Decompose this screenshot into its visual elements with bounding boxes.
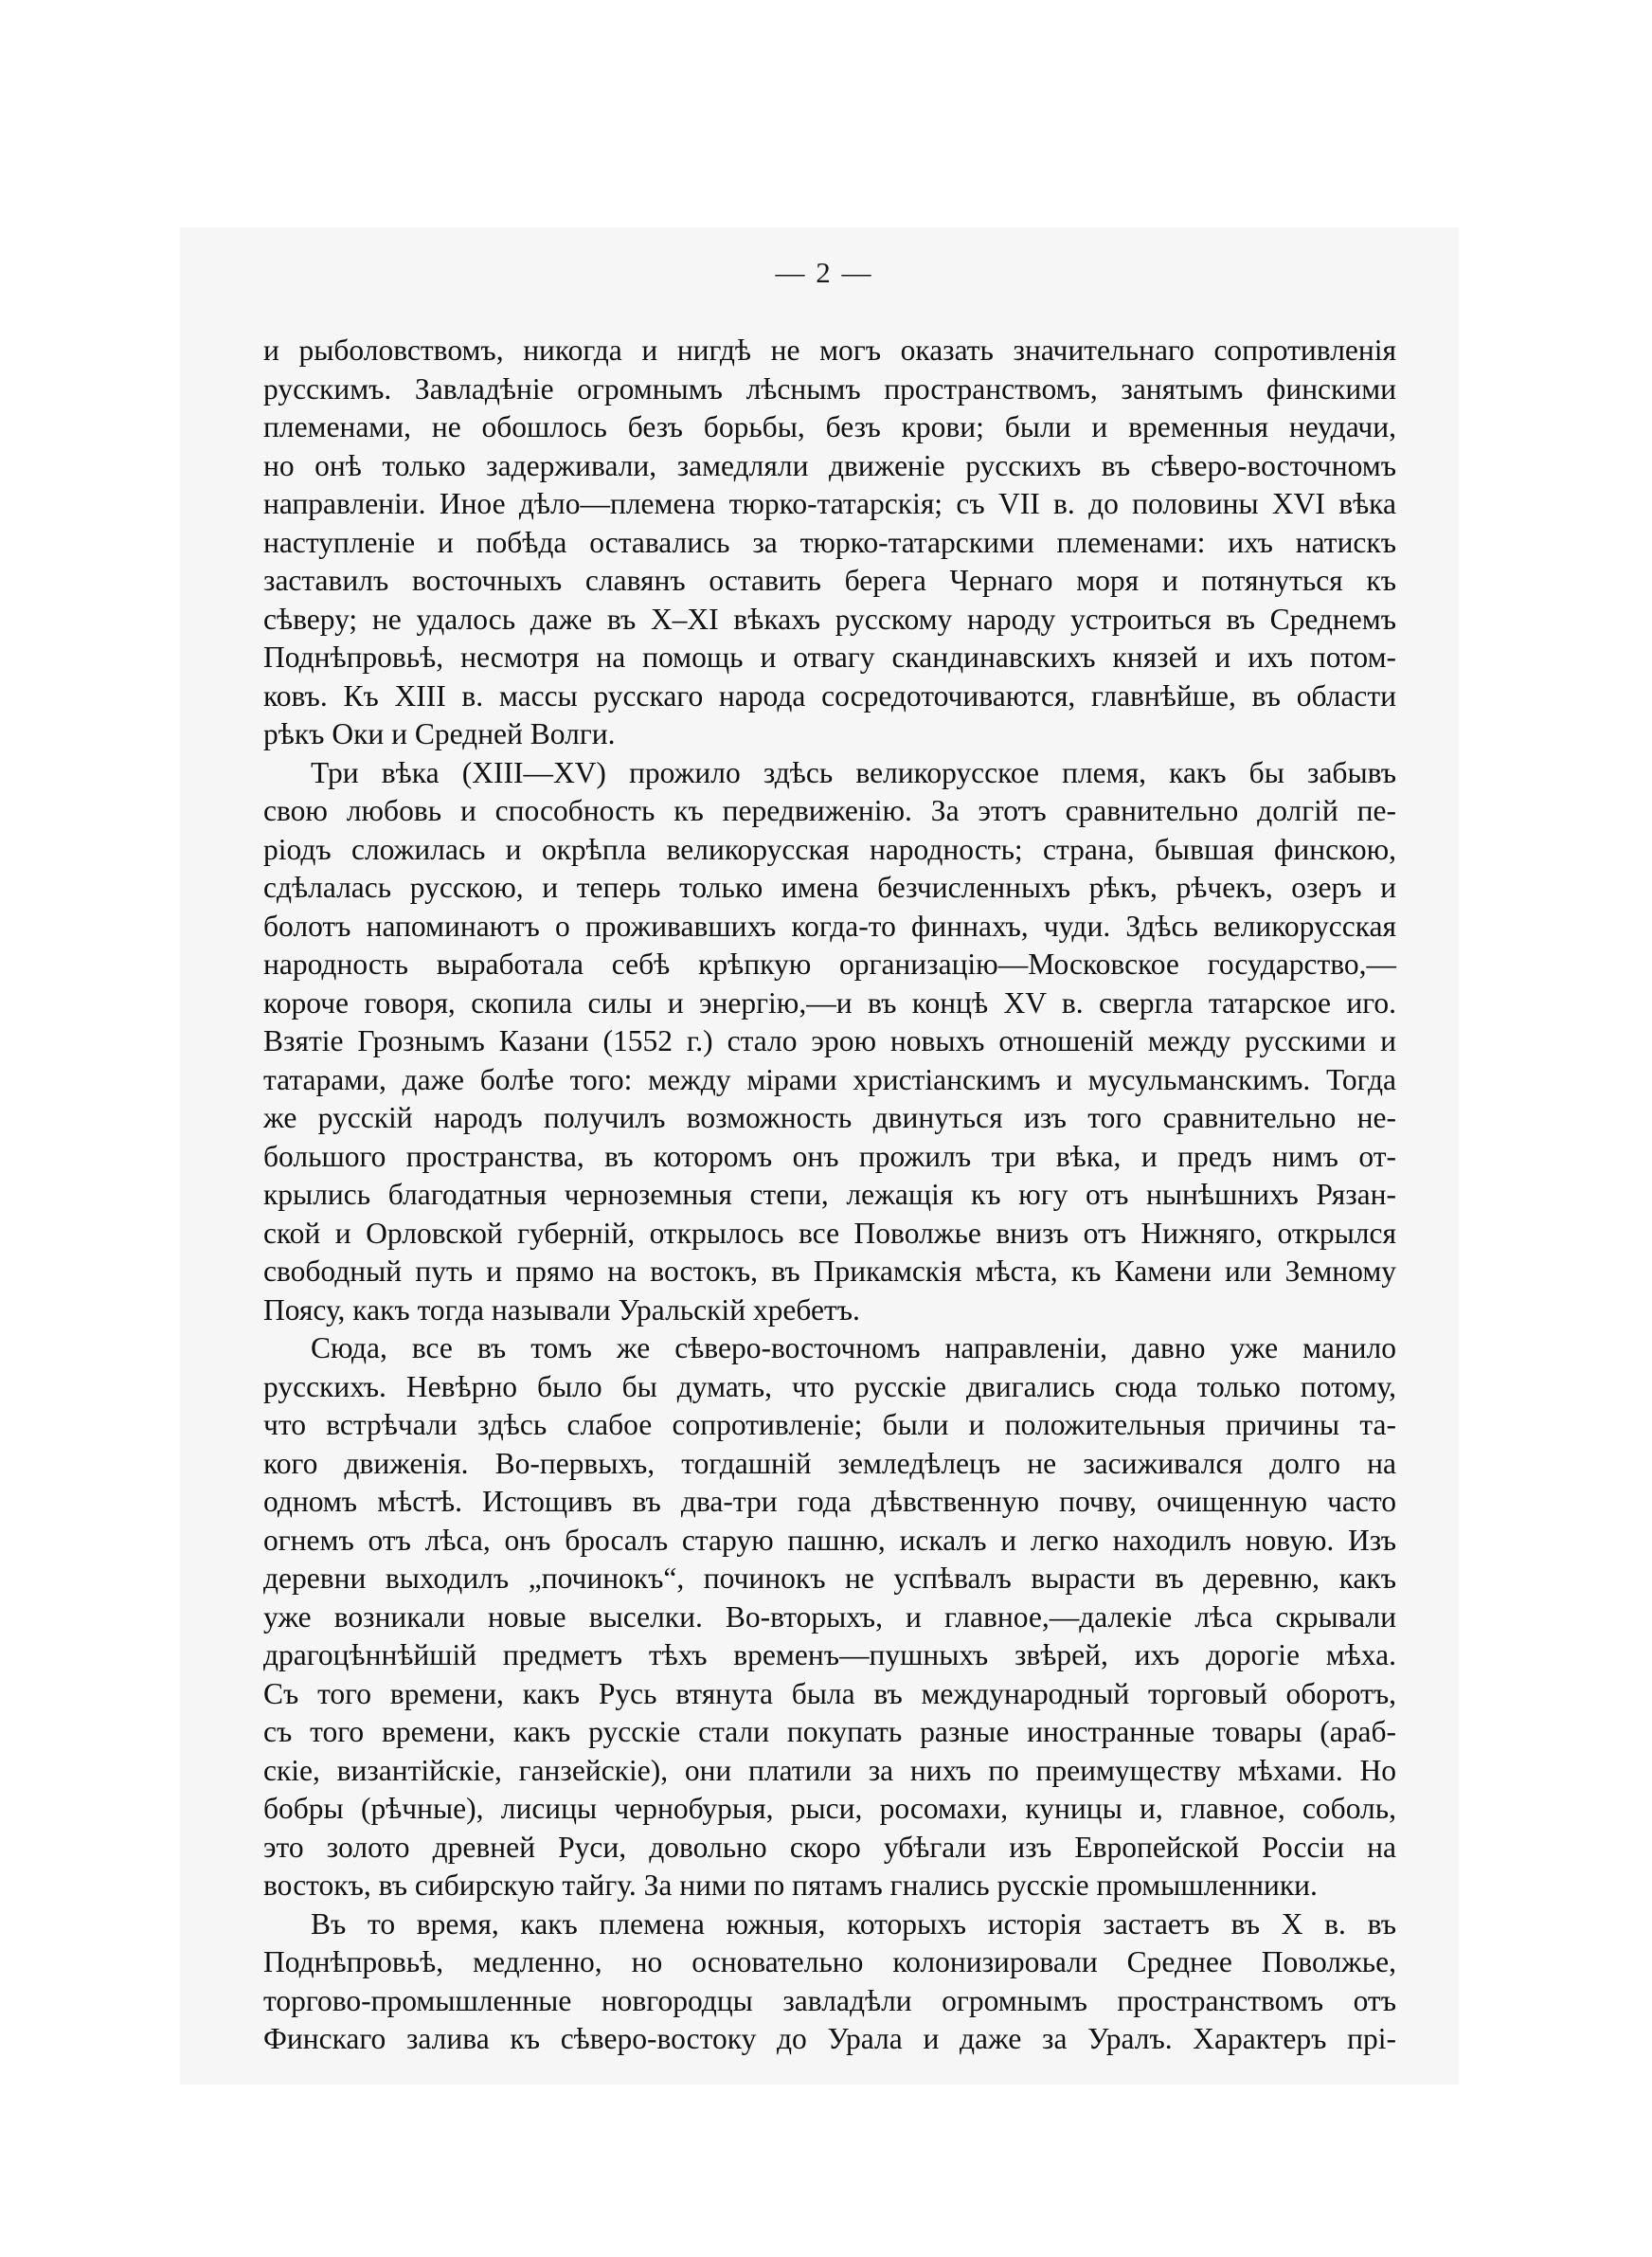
text-line: русскихъ. Невѣрно было бы думать, что русскіе двигались сюда только потому, <box>263 1369 1396 1403</box>
paragraph-1 <box>263 332 1396 754</box>
text-line: торгово-промышленные новгородцы завладѣли огромнымъ пространствомъ отъ <box>263 1983 1396 2017</box>
text-line: татарами, даже болѣе того: между мірами христіанскимъ и мусульманскимъ. Тогда <box>263 1062 1396 1096</box>
text-line: сѣверу; не удалось даже въ X–XI вѣкахъ русскому народу устроиться въ Среднемъ <box>263 602 1396 636</box>
text-line: съ того времени, какъ русскіе стали покупать разные иностранные товары (араб- <box>263 1715 1396 1748</box>
text-line: драгоцѣннѣйшій предметъ тѣхъ временъ—пушныхъ звѣрей, ихъ дорогіе мѣха. <box>263 1638 1396 1671</box>
text-line: и рыболовствомъ, никогда и нигдѣ не могъ оказать значительнаго сопротивленія <box>263 334 1396 367</box>
text-line: кого движенія. Во-первыхъ, тогдашній земледѣлецъ не засиживался долго на <box>263 1446 1396 1480</box>
text-line: Поясу, какъ тогда называли Уральскій хребетъ. <box>263 1292 860 1327</box>
paragraph-2 <box>263 754 1396 1330</box>
text-line: рѣкъ Оки и Средней Волги. <box>263 717 616 750</box>
text-line: сдѣлалась русскою, и теперь только имена безчисленныхъ рѣкъ, рѣчекъ, озеръ и <box>263 871 1396 904</box>
text-line: деревни выходилъ „починокъ“, починокъ не успѣвалъ вырасти въ деревню, какъ <box>263 1562 1396 1595</box>
text-line: уже возникали новые выселки. Во-вторыхъ, и главное,—далекіе лѣса скрывали <box>263 1599 1396 1634</box>
paragraph-4 <box>263 1905 1396 2059</box>
text-line: народность выработала себѣ крѣпкую организацію—Московское государство,— <box>263 948 1396 981</box>
text-line: Поднѣпровьѣ, несмотря на помощь и отвагу скандинавскихъ князей и ихъ потом- <box>263 641 1396 674</box>
text-line: Поднѣпровьѣ, медленно, но основательно колонизировали Среднее Поволжье, <box>263 1945 1396 1978</box>
text-line: одномъ мѣстѣ. Истощивъ въ два-три года дѣвственную почву, очищенную часто <box>263 1485 1396 1518</box>
text-line: это золото древней Руси, довольно скоро убѣгали изъ Европейской Россіи на <box>263 1830 1396 1864</box>
text-line: заставилъ восточныхъ славянъ оставить берега Чернаго моря и потянуться къ <box>263 564 1396 597</box>
text-line: болотъ напоминаютъ о проживавшихъ когда-то финнахъ, чуди. Здѣсь великорусская <box>263 909 1396 943</box>
text-line: русскимъ. Завладѣніе огромнымъ лѣснымъ пространствомъ, занятымъ финскими <box>263 371 1396 406</box>
text-line: что встрѣчали здѣсь слабое сопротивленіе; были и положительныя причины та- <box>263 1408 1396 1441</box>
text-line: короче говоря, скопила силы и энергію,—и въ концѣ XV в. свергла татарское иго. <box>263 985 1396 1020</box>
text-line: свою любовь и способность къ передвиженію. За этотъ сравнительно долгій пе- <box>263 794 1396 827</box>
paragraph-3 <box>263 1329 1396 1905</box>
page-number: — 2 — <box>775 256 873 289</box>
text-line: Три вѣка (XIII—XV) прожило здѣсь великорусское племя, какъ бы забывъ <box>311 755 1396 789</box>
text-line: бобры (рѣчные), лисицы чернобурыя, рыси, росомахи, куницы и, главное, соболь, <box>263 1792 1396 1825</box>
text-line: большого пространства, въ которомъ онъ прожилъ три вѣка, и предъ нимъ от- <box>263 1139 1396 1173</box>
text-line: свободный путь и прямо на востокъ, въ Прикамскія мѣста, къ Камени или Земному <box>263 1255 1396 1288</box>
body-text <box>263 332 1396 2059</box>
text-line: Въ то время, какъ племена южныя, которыхъ исторія застаетъ въ X в. въ <box>311 1906 1396 1941</box>
text-line: ріодъ сложилась и окрѣпла великорусская народность; страна, бывшая финскою, <box>263 832 1396 866</box>
text-line: ковъ. Къ XIII в. массы русскаго народа сосредоточиваются, главнѣйше, въ области <box>263 678 1396 713</box>
text-line: скіе, византійскіе, ганзейскіе), они платили за нихъ по преимуществу мѣхами. Но <box>263 1753 1396 1787</box>
text-line: племенами, не обошлось безъ борьбы, безъ крови; были и временныя неудачи, <box>263 410 1396 443</box>
text-line: востокъ, въ сибирскую тайгу. За ними по пятамъ гнались русскіе промышленники. <box>263 1869 1318 1902</box>
text-line: крылись благодатныя черноземныя степи, лежащія къ югу отъ нынѣшнихъ Рязан- <box>263 1178 1396 1211</box>
text-line: ской и Орловской губерній, открылось все Поволжье внизъ отъ Нижняго, открылся <box>263 1216 1396 1250</box>
text-line: огнемъ отъ лѣса, онъ бросалъ старую пашню, искалъ и легко находилъ новую. Изъ <box>263 1523 1396 1557</box>
text-line: наступленіе и побѣда оставались за тюрко-татарскими племенами: ихъ натискъ <box>263 525 1396 559</box>
text-line: Съ того времени, какъ Русь втянута была въ международный торговый оборотъ, <box>263 1676 1396 1710</box>
text-line: же русскій народъ получилъ возможность двинуться изъ того сравнительно не- <box>263 1101 1396 1134</box>
text-line: Взятіе Грознымъ Казани (1552 г.) стало эрою новыхъ отношеній между русскими и <box>263 1024 1396 1057</box>
text-line: Сюда, все въ томъ же сѣверо-восточномъ направленіи, давно уже манило <box>311 1331 1396 1364</box>
text-line: направленіи. Иное дѣло—племена тюрко-татарскія; съ VII в. до половины XVI вѣка <box>263 487 1396 520</box>
text-line: Финскаго залива къ сѣверо-востоку до Урала и даже за Уралъ. Характеръ прі- <box>263 2022 1396 2055</box>
text-line: но онѣ только задерживали, замедляли движеніе русскихъ въ сѣверо-восточномъ <box>263 448 1396 482</box>
